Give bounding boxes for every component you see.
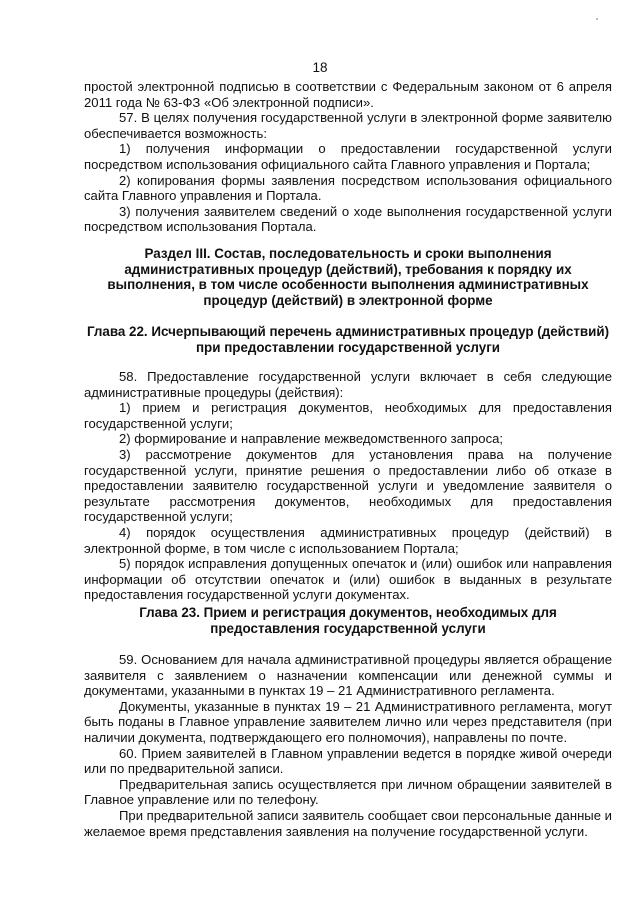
paragraphs-block-3 <box>84 652 612 839</box>
page-number: 18 <box>312 60 328 75</box>
scan-speck <box>596 18 598 20</box>
list-item-58-5: 5) порядок исправления допущенных опечаток и (или) ошибок или направления информации об отсутствии опечаток и (или) ошибок в выданных в результате предоставления государственной услуги документах. <box>84 556 612 603</box>
chapter-23-heading: Глава 23. Прием и регистрация документов, необходимых для предоставления государственной услуги <box>139 605 557 636</box>
list-item-57-3: 3) получения заявителем сведений о ходе выполнения государственной услуги посредством использования Портала. <box>84 203 612 235</box>
list-item-58-2: 2) формирование и направление межведомственного запроса; <box>119 431 504 447</box>
paragraphs-block-2 <box>84 369 612 603</box>
paragraph-59: 59. Основанием для начала административной процедуры является обращение заявителя с заявлением о назначении компенсации или денежной суммы и документами, указанными в пунктах 19 – 21 Административного регламента. <box>84 652 612 699</box>
paragraph-continuation: простой электронной подписью в соответствии с Федеральным законом от 6 апреля 2011 года № 63-ФЗ «Об электронной подписи». <box>84 79 612 110</box>
paragraph-58: 58. Предоставление государственной услуги включает в себя следующие административные процедуры (действия): <box>84 369 612 400</box>
list-item-57-2: 2) копирования формы заявления посредством использования официального сайта Главного управления и Портала. <box>84 172 612 204</box>
list-item-58-4: 4) порядок осуществления административных процедур (действий) в электронной форме, в том числе с использованием Портала; <box>84 524 612 556</box>
section-3-heading: Раздел III. Состав, последовательность и сроки выполнения административных процедур (действий), требования к порядку их выполнения, в том числе особенности выполнения административных процедур (действий) в электронной форме <box>107 246 589 308</box>
paragraph-60: 60. Прием заявителей в Главном управлении ведется в порядке живой очереди или по предварительной записи. <box>84 745 612 777</box>
list-item-58-3: 3) рассмотрение документов для установления права на получение государственной услуги, принятие решения о предоставлении либо об отказе в предоставлении заявителю государственной услуги и уведомление заявителя о результате рассмотрения документов, необходимых для предоставления государственной услуги; <box>84 446 612 525</box>
paragraph-documents: Документы, указанные в пунктах 19 – 21 Административного регламента, могут быть поданы в Главное управление заявителем лично или через представителя (при наличии документа, подтверждающего его полномочия), направлены по почте. <box>84 698 612 745</box>
chapter-22-heading: Глава 22. Исчерпывающий перечень административных процедур (действий) при предоставлении государственной услуги <box>86 324 610 355</box>
paragraph-57: 57. В целях получения государственной услуги в электронной форме заявителю обеспечивается возможность: <box>84 110 612 141</box>
list-item-58-1: 1) прием и регистрация документов, необходимых для предоставления государственной услуги; <box>84 400 612 431</box>
paragraphs-block-1 <box>84 79 612 235</box>
paragraph-preliminary-record: Предварительная запись осуществляется при личном обращении заявителей в Главное управление или по телефону. <box>84 776 612 808</box>
list-item-57-1: 1) получения информации о предоставлении государственной услуги посредством использования официального сайта Главного управления и Портала; <box>84 141 612 172</box>
paragraph-personal-data: При предварительной записи заявитель сообщает свои персональные данные и желаемое время представления заявления на получение государственной услуги. <box>84 807 612 839</box>
